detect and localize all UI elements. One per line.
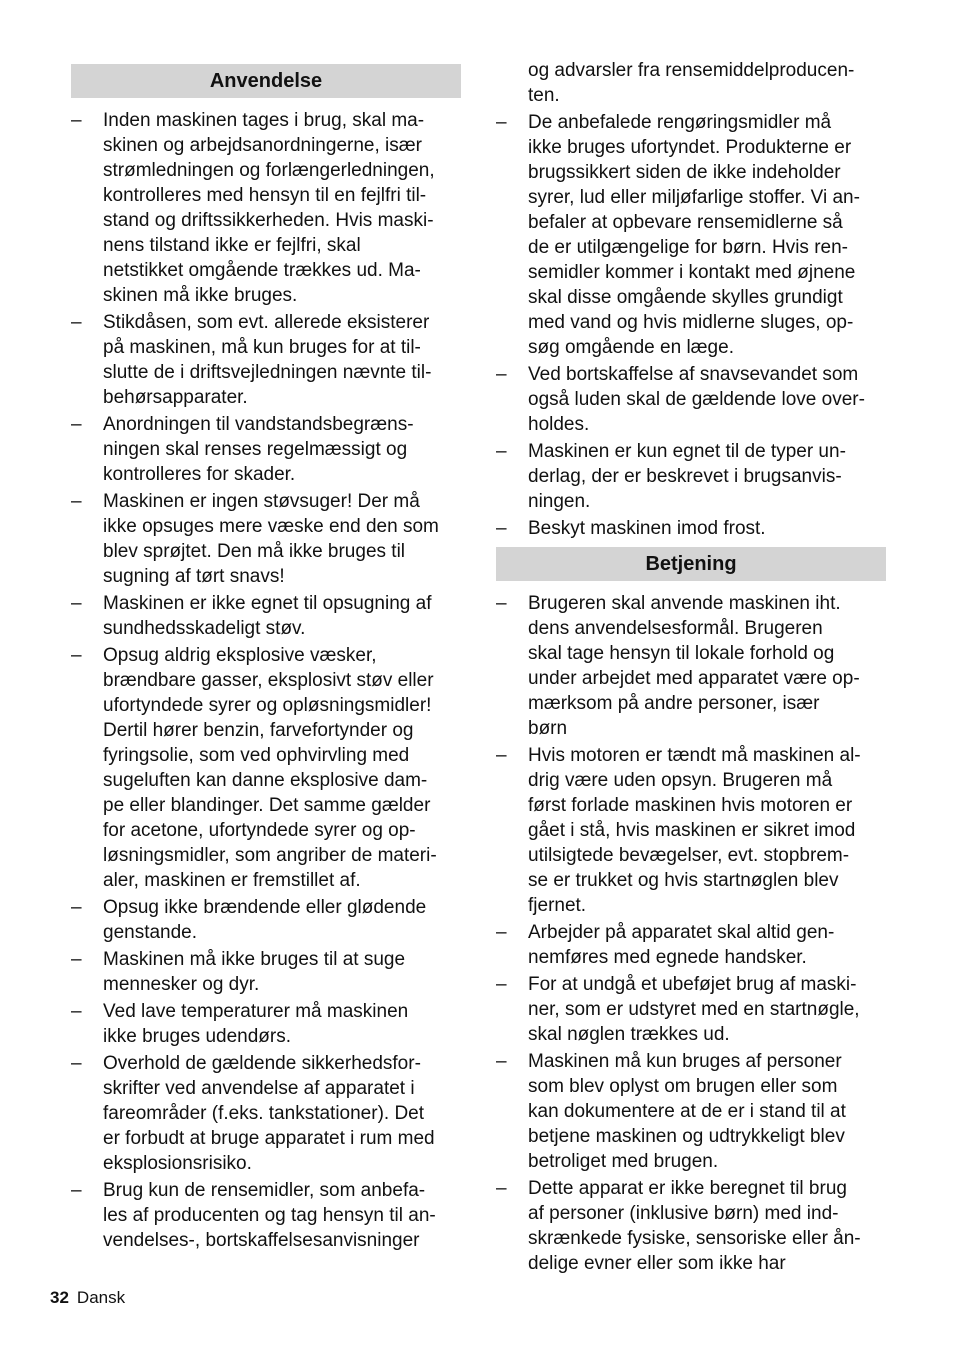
list-item xyxy=(496,516,886,541)
list-item-text: Opsug ikke brændende eller glødende genstande. xyxy=(103,897,427,943)
list-item-text: Stikdåsen, som evt. allerede eksisterer på maskinen, må kun bruges for at til- slutte de i driftsvejledningen nævnte til- behørsapparater. xyxy=(103,312,432,408)
list-item xyxy=(496,439,886,514)
list-item-text: Ved bortskaffelse af snavsevandet som også luden skal de gældende love over- holdes. xyxy=(528,364,865,435)
language-label: Dansk xyxy=(76,1288,126,1307)
list-item-text: Brugeren skal anvende maskinen iht. dens anvendelsesformål. Brugeren skal tage hensyn til lokale forhold og under arbejdet med apparatet være op- mærksom på andre personer, især børn xyxy=(528,593,860,739)
dash-bullet: – xyxy=(496,518,507,539)
dash-bullet: – xyxy=(496,364,507,385)
list-item-text: Anordningen til vandstandsbegræns- ningen skal renses regelmæssigt og kontrolleres for skader. xyxy=(103,414,414,485)
list-item xyxy=(71,999,461,1049)
dash-bullet: – xyxy=(496,441,507,462)
dash-bullet: – xyxy=(71,645,82,666)
list-item xyxy=(496,1176,886,1276)
list-item-text: Maskinen må ikke bruges til at suge mennesker og dyr. xyxy=(103,949,406,995)
dash-bullet: – xyxy=(71,312,82,333)
list-item xyxy=(71,591,461,641)
dash-bullet: – xyxy=(71,1053,82,1074)
list-item-text: Arbejder på apparatet skal altid gen- nemføres med egnede handsker. xyxy=(528,922,835,968)
dash-bullet: – xyxy=(496,922,507,943)
dash-bullet: – xyxy=(71,949,82,970)
dash-bullet: – xyxy=(496,112,507,133)
dash-bullet: – xyxy=(496,974,507,995)
continued-text: og advarsler fra rensemiddelproducen- ten. xyxy=(528,60,855,106)
list-item-text: Maskinen er kun egnet til de typer un- derlag, der er beskrevet i brugsanvis- ningen. xyxy=(528,441,846,512)
dash-bullet: – xyxy=(496,593,507,614)
list-item xyxy=(496,1049,886,1174)
list-item xyxy=(71,108,461,308)
list-item xyxy=(71,412,461,487)
list-item xyxy=(496,920,886,970)
list-item xyxy=(71,489,461,589)
list-item-text: Inden maskinen tages i brug, skal ma- skinen og arbejdsanordningerne, især strømledningen og forlængerledningen, kontrolleres med hensyn til en fejlfri til- stand og driftssikkerheden. Hvis maski- nens tilstand ikke er fejlfri, skal netstikket omgående trækkes ud. Ma- skinen må ikke bruges. xyxy=(103,110,435,306)
dash-bullet: – xyxy=(71,110,82,131)
list-item-text: Dette apparat er ikke beregnet til brug af personer (inklusive børn) med ind- skrænkede fysiske, sensoriske eller ån- delige evner eller som ikke har xyxy=(528,1178,861,1274)
right-column xyxy=(496,58,886,1278)
list-item-text: Maskinen er ikke egnet til opsugning af sundhedsskadeligt støv. xyxy=(103,593,432,639)
list-item xyxy=(71,947,461,997)
section-heading-anvendelse: Anvendelse xyxy=(71,64,461,98)
dash-bullet: – xyxy=(71,897,82,918)
list-item xyxy=(496,591,886,741)
list-item-text: Maskinen må kun bruges af personer som blev oplyst om brugen eller som kan dokumentere at de er i stand til at betjene maskinen og udtrykkeligt blev betroliget med brugen. xyxy=(528,1051,846,1172)
list-item-text: Overhold de gældende sikkerhedsfor- skrifter ved anvendelse af apparatet i fareområder (f.eks. tankstationer). Det er forbudt at bruge apparatet i rum med eksplosionsrisiko. xyxy=(103,1053,435,1174)
list-item-text: Brug kun de rensemidler, som anbefa- les af producenten og tag hensyn til an- vendelses-, bortskaffelsesanvisninger xyxy=(103,1180,436,1251)
anvendelse-list-continued xyxy=(496,110,886,541)
list-item xyxy=(496,743,886,918)
list-item xyxy=(496,110,886,360)
list-item xyxy=(71,310,461,410)
list-item-text: Beskyt maskinen imod frost. xyxy=(528,518,766,539)
list-item xyxy=(71,1178,461,1253)
betjening-list xyxy=(496,591,886,1276)
page-footer xyxy=(50,1288,125,1308)
list-item-text: Ved lave temperaturer må maskinen ikke bruges udendørs. xyxy=(103,1001,409,1047)
list-item-text: Hvis motoren er tændt må maskinen al- drig være uden opsyn. Brugeren må først forlade maskinen hvis motoren er gået i stå, hvis maskinen er sikret imod utilsigtede bevægelser, evt. stopbrem- se er trukket og hvis startnøglen blev fjernet. xyxy=(528,745,861,916)
list-item xyxy=(496,972,886,1047)
section-heading-betjening: Betjening xyxy=(496,547,886,581)
left-column xyxy=(71,58,461,1255)
dash-bullet: – xyxy=(496,745,507,766)
dash-bullet: – xyxy=(71,593,82,614)
list-item xyxy=(71,1051,461,1176)
list-item-text: De anbefalede rengøringsmidler må ikke bruges ufortyndet. Produkterne er brugssikkert siden de ikke indeholder syrer, lud eller miljøfarlige stoffer. Vi an- befaler at opbevare rensemidlerne så de er utilgængelige for børn. Hvis ren- semidler kommer i kontakt med øjnene skal disse omgående skylles grundigt med vand og hvis midlerne sluges, op- søg omgående en læge. xyxy=(528,112,860,358)
dash-bullet: – xyxy=(496,1178,507,1199)
dash-bullet: – xyxy=(71,1180,82,1201)
dash-bullet: – xyxy=(71,414,82,435)
dash-bullet: – xyxy=(496,1051,507,1072)
list-item xyxy=(496,362,886,437)
dash-bullet: – xyxy=(71,491,82,512)
list-item-text: Maskinen er ingen støvsuger! Der må ikke opsuges mere væske end den som blev sprøjtet. Den må ikke bruges til sugning af tørt snavs! xyxy=(103,491,439,587)
list-item xyxy=(71,643,461,893)
dash-bullet: – xyxy=(71,1001,82,1022)
list-item xyxy=(71,895,461,945)
page-number: 32 xyxy=(50,1288,69,1307)
list-item-text: For at undgå et ubeføjet brug af maski- ner, som er udstyret med en startnøgle, skal nøglen trækkes ud. xyxy=(528,974,860,1045)
list-item-text: Opsug aldrig eksplosive væsker, brændbare gasser, eksplosivt støv eller ufortyndede syrer og opløsningsmidler! Dertil hører benzin, farvefortynder og fyringsolie, som ved ophvirvling med sugeluften kan danne eksplosive dam- pe eller blandinger. Det samme gælder for acetone, ufortyndede syrer og op- løsningsmidler, som angriber de materi- aler, maskinen er fremstillet af. xyxy=(103,645,437,891)
anvendelse-list xyxy=(71,108,461,1253)
